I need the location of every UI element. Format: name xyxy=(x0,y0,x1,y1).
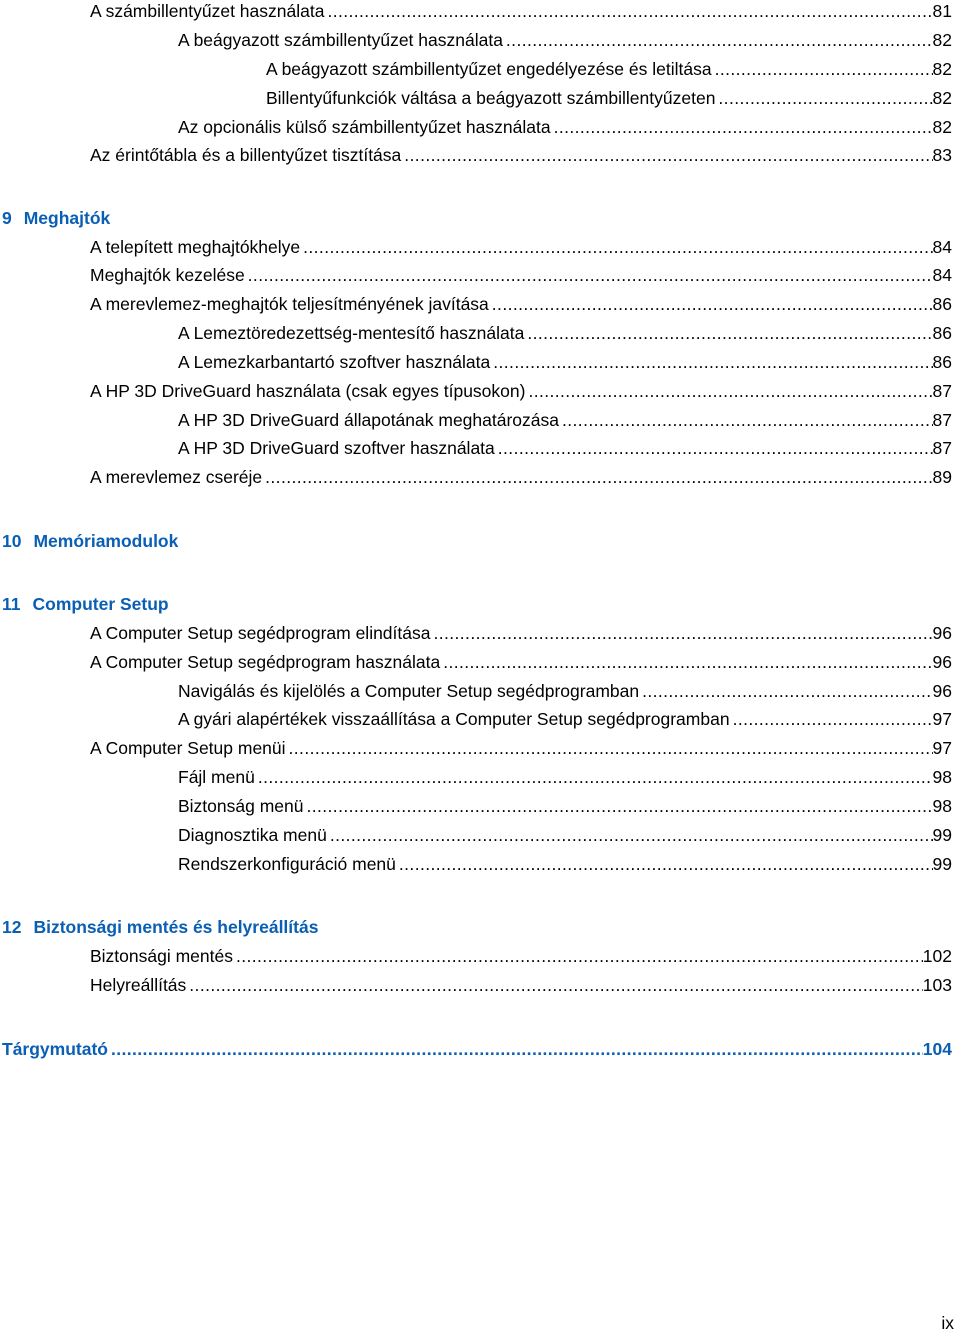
toc-entry-title: A Lemezkarbantartó szoftver használata xyxy=(178,352,491,372)
toc-entry-page: 86 xyxy=(932,352,952,372)
chapter-number: 9 xyxy=(2,208,12,228)
dot-leader xyxy=(327,824,933,846)
toc-entry[interactable] xyxy=(178,708,952,730)
toc-entry-title: Az opcionális külső számbillentyűzet használata xyxy=(178,117,551,137)
toc-entry[interactable] xyxy=(178,853,952,875)
dot-leader xyxy=(440,651,932,673)
chapter-title: Biztonsági mentés és helyreállítás xyxy=(33,917,319,937)
toc-entry-page: 82 xyxy=(932,30,952,50)
dot-leader xyxy=(108,1038,923,1060)
toc-entry-title: A merevlemez-meghajtók teljesítményének javítása xyxy=(90,294,489,314)
dot-leader xyxy=(304,795,933,817)
toc-entry[interactable] xyxy=(90,622,952,644)
chapter-heading[interactable] xyxy=(2,207,110,229)
toc-entry-title: A HP 3D DriveGuard szoftver használata xyxy=(178,438,495,458)
dot-leader xyxy=(262,466,932,488)
dot-leader xyxy=(300,236,932,258)
toc-entry-page: 96 xyxy=(932,681,952,701)
toc-entry-page: 98 xyxy=(932,767,952,787)
dot-leader xyxy=(396,853,933,875)
dot-leader xyxy=(559,409,933,431)
toc-entry-page: 103 xyxy=(922,975,952,995)
chapter-heading[interactable] xyxy=(2,593,169,615)
dot-leader xyxy=(712,58,933,80)
toc-entry-page: 84 xyxy=(932,265,952,285)
dot-leader xyxy=(525,380,932,402)
toc-entry-page: 99 xyxy=(932,825,952,845)
toc-entry-page: 87 xyxy=(932,410,952,430)
toc-entry[interactable] xyxy=(178,351,952,373)
toc-entry-page: 87 xyxy=(932,381,952,401)
toc-entry-title: A Computer Setup segédprogram használata xyxy=(90,652,441,672)
toc-entry-page: 86 xyxy=(932,294,952,314)
dot-leader xyxy=(489,293,933,315)
toc-entry-title: A gyári alapértékek visszaállítása a Computer Setup segédprogramban xyxy=(178,709,730,729)
toc-entry[interactable] xyxy=(178,116,952,138)
toc-entry-title: A beágyazott számbillentyűzet engedélyezése és letiltása xyxy=(266,59,712,79)
toc-entry[interactable] xyxy=(90,264,952,286)
chapter-heading[interactable] xyxy=(2,916,318,938)
toc-entry-title: Navigálás és kijelölés a Computer Setup segédprogramban xyxy=(178,681,640,701)
toc-entry-title: Az érintőtábla és a billentyűzet tisztítása xyxy=(90,145,402,165)
toc-entry-title: Helyreállítás xyxy=(90,975,187,995)
toc-entry-page: 82 xyxy=(932,59,952,79)
toc-entry-page: 89 xyxy=(932,467,952,487)
toc-entry[interactable] xyxy=(90,293,952,315)
toc-entry-title: Diagnosztika menü xyxy=(178,825,327,845)
toc-entry-page: 102 xyxy=(922,946,952,966)
toc-entry[interactable] xyxy=(178,29,952,51)
toc-entry-title: A HP 3D DriveGuard használata (csak egyes típusokon) xyxy=(90,381,526,401)
toc-entry-title: A merevlemez cseréje xyxy=(90,467,263,487)
dot-leader xyxy=(730,708,933,730)
toc-entry-title: Fájl menü xyxy=(178,767,255,787)
toc-entry[interactable] xyxy=(178,680,952,702)
toc-entry[interactable] xyxy=(90,466,952,488)
toc-entry-page: 96 xyxy=(932,652,952,672)
dot-leader xyxy=(495,437,933,459)
toc-entry[interactable] xyxy=(90,737,952,759)
toc-entry-title: Biztonsági mentés xyxy=(90,946,233,966)
toc-entry-page: 81 xyxy=(932,1,952,21)
toc-entry-page: 83 xyxy=(932,145,952,165)
toc-entry-page: 82 xyxy=(932,117,952,137)
index-title: Tárgymutató xyxy=(2,1039,108,1059)
toc-entry[interactable] xyxy=(178,766,952,788)
toc-entry[interactable] xyxy=(90,380,952,402)
dot-leader xyxy=(524,322,932,344)
toc-entry-page: 86 xyxy=(932,323,952,343)
toc-entry-title: A számbillentyűzet használata xyxy=(90,1,325,21)
chapter-number: 12 xyxy=(2,917,22,937)
toc-entry[interactable] xyxy=(90,0,952,22)
toc-entry-title: A HP 3D DriveGuard állapotának meghatározása xyxy=(178,410,560,430)
toc-entry-title: Rendszerkonfiguráció menü xyxy=(178,854,396,874)
toc-entry[interactable] xyxy=(266,58,952,80)
toc-entry[interactable] xyxy=(178,795,952,817)
dot-leader xyxy=(490,351,932,373)
dot-leader xyxy=(186,974,923,996)
toc-entry[interactable] xyxy=(178,824,952,846)
toc-entry[interactable] xyxy=(266,87,952,109)
toc-entry-title: Billentyűfunkciók váltása a beágyazott számbillentyűzeten xyxy=(266,88,716,108)
toc-entry-title: A Computer Setup menüi xyxy=(90,738,286,758)
dot-leader xyxy=(233,945,923,967)
toc-entry[interactable] xyxy=(90,974,952,996)
dot-leader xyxy=(245,264,933,286)
index-page: 104 xyxy=(922,1039,952,1059)
toc-entry-page: 97 xyxy=(932,709,952,729)
dot-leader xyxy=(401,144,932,166)
toc-entry-title: A beágyazott számbillentyűzet használata xyxy=(178,30,503,50)
chapter-title: Memóriamodulok xyxy=(33,531,179,551)
page-number: ix xyxy=(941,1313,954,1333)
toc-entry-title: A Computer Setup segédprogram elindítása xyxy=(90,623,431,643)
dot-leader xyxy=(430,622,932,644)
chapter-number: 10 xyxy=(2,531,22,551)
index-entry[interactable] xyxy=(2,1038,952,1060)
toc-entry-page: 96 xyxy=(932,623,952,643)
dot-leader xyxy=(286,737,933,759)
toc-entry-title: Biztonság menü xyxy=(178,796,304,816)
toc-entry-page: 99 xyxy=(932,854,952,874)
toc-entry-title: A telepített meghajtókhelye xyxy=(90,237,301,257)
toc-entry-page: 97 xyxy=(932,738,952,758)
chapter-title: Computer Setup xyxy=(32,594,169,614)
toc-entry[interactable] xyxy=(178,437,952,459)
toc-entry[interactable] xyxy=(178,322,952,344)
dot-leader xyxy=(551,116,933,138)
dot-leader xyxy=(324,0,932,22)
toc-entry-title: A Lemeztöredezettség-mentesítő használata xyxy=(178,323,525,343)
chapter-title: Meghajtók xyxy=(23,208,111,228)
dot-leader xyxy=(503,29,933,51)
toc-entry-title: Meghajtók kezelése xyxy=(90,265,245,285)
dot-leader xyxy=(715,87,932,109)
toc-entry[interactable] xyxy=(90,945,952,967)
chapter-heading[interactable] xyxy=(2,530,178,552)
chapter-number: 11 xyxy=(2,594,21,614)
toc-entry[interactable] xyxy=(178,409,952,431)
toc-entry-page: 98 xyxy=(932,796,952,816)
toc-entry[interactable] xyxy=(90,144,952,166)
dot-leader xyxy=(255,766,933,788)
toc-entry-page: 87 xyxy=(932,438,952,458)
toc-entry-page: 82 xyxy=(932,88,952,108)
dot-leader xyxy=(639,680,932,702)
toc-entry[interactable] xyxy=(90,651,952,673)
toc-entry-page: 84 xyxy=(932,237,952,257)
toc-entry[interactable] xyxy=(90,236,952,258)
